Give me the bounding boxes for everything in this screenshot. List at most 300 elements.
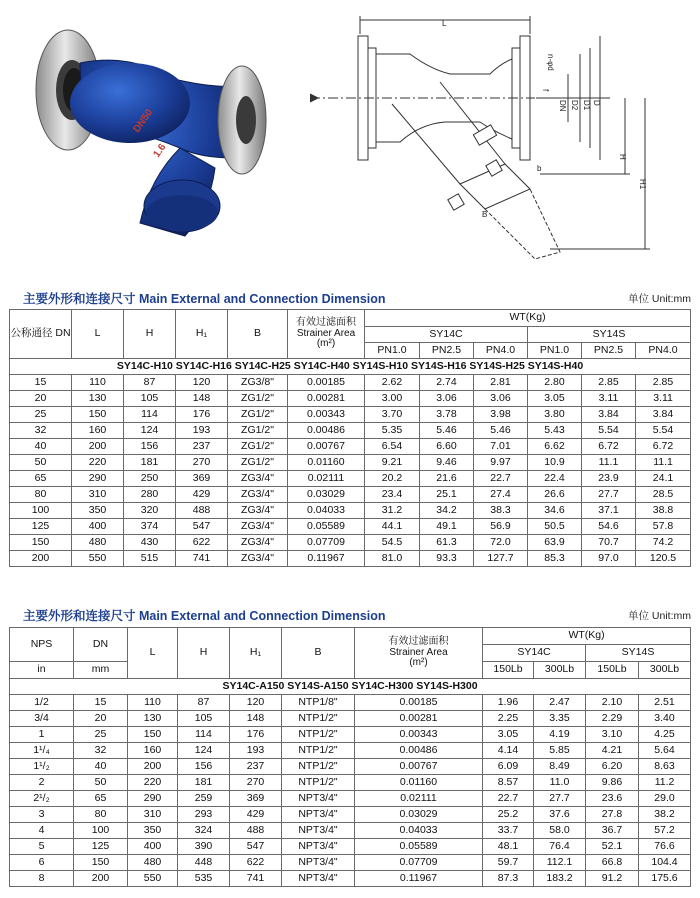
section1-title: 主要外形和连接尺寸 Main External and Connection Dimension [23,292,386,306]
table-cell: 97.0 [582,551,636,567]
table-cell: 2.47 [534,695,586,711]
table-cell: 81.0 [365,551,420,567]
table-cell: 25 [74,727,128,743]
table-cell: 741 [176,551,228,567]
table-row [10,727,691,743]
table-cell: 27.8 [586,807,639,823]
table-cell: 44.1 [365,519,420,535]
table-cell: NPT3/4" [282,807,355,823]
table-cell: 200 [10,551,72,567]
table-cell: 5.64 [639,743,691,759]
table-cell: 9.21 [365,455,420,471]
table-cell: 156 [124,439,176,455]
dim-label-dn: DN [558,100,567,112]
table-cell: 0.00486 [355,743,483,759]
table-cell: 20.2 [365,471,420,487]
table-cell: 100 [74,823,128,839]
table-cell: 127.7 [474,551,528,567]
header-wt: WT(Kg) [483,628,691,645]
table-cell: ZG3/4" [228,471,288,487]
table-cell: 350 [128,823,178,839]
table-cell: 6 [10,855,74,871]
table-cell: 0.02111 [355,791,483,807]
table-cell: 310 [128,807,178,823]
table-cell: 535 [178,871,230,887]
table-cell: ZG3/8" [228,375,288,391]
header-pn: PN4.0 [636,343,691,359]
table-cell: 85.3 [528,551,582,567]
table-cell: 280 [124,487,176,503]
table-cell: 34.2 [420,503,474,519]
table-cell: 6.62 [528,439,582,455]
header-b: B [228,310,288,359]
dim-label-f: f [541,89,550,92]
table-cell: 38.2 [639,807,691,823]
dimension-table-1 [9,309,691,567]
header-h: H [124,310,176,359]
table-row [10,807,691,823]
header-pn: PN1.0 [528,343,582,359]
table-cell: NTP1/2" [282,727,355,743]
table-cell: 124 [178,743,230,759]
header-h: H [178,628,230,679]
table-row [10,487,691,503]
table-cell: 1 [10,727,74,743]
strainer-area-unit: (m²) [316,338,336,350]
table-row [10,423,691,439]
table-cell: NTP1/2" [282,759,355,775]
header-wt: WT(Kg) [365,310,691,327]
header-pn: PN2.5 [420,343,474,359]
table-cell: ZG3/4" [228,535,288,551]
table-cell: 3.40 [639,711,691,727]
table-cell: 50 [10,455,72,471]
table-cell: 3.05 [483,727,534,743]
table-cell: 183.2 [534,871,586,887]
dimension-table-2 [9,627,691,887]
table-cell: 2 [10,775,74,791]
table-cell: 148 [230,711,282,727]
table-cell: 114 [124,407,176,423]
table-cell: 3.35 [534,711,586,727]
table-cell: NPT3/4" [282,823,355,839]
table-cell: 250 [124,471,176,487]
table-cell: 27.7 [582,487,636,503]
model-list: SY14C-H10 SY14C-H16 SY14C-H25 SY14C-H40 SY14S-H10 SY14S-H16 SY14S-H25 SY14S-H40 [10,359,691,375]
strainer-area-unit: (m²) [409,657,428,669]
table-row [10,823,691,839]
table-cell: 80 [74,807,128,823]
table-cell: 38.3 [474,503,528,519]
table-cell: 50.5 [528,519,582,535]
table-cell: 0.01160 [355,775,483,791]
table-cell: 4.25 [639,727,691,743]
header-sy14s: SY14S [586,645,691,662]
table-cell: 550 [128,871,178,887]
table-cell: 448 [178,855,230,871]
table-cell: 3.05 [528,391,582,407]
dim-label-h: H [618,154,627,160]
table-cell: 8.49 [534,759,586,775]
header-sy14s: SY14S [528,327,691,343]
table-cell: 350 [72,503,124,519]
table-cell: 3 [10,807,74,823]
table-cell: 622 [230,855,282,871]
table-cell: 25.1 [420,487,474,503]
table-cell: 105 [178,711,230,727]
section2-unit: 单位 Unit:mm [628,610,691,622]
header-class: 300Lb [534,662,586,679]
table-cell: 488 [230,823,282,839]
table-cell: 4.19 [534,727,586,743]
table-cell: 49.1 [420,519,474,535]
table-cell: NPT3/4" [282,871,355,887]
table-cell: 290 [72,471,124,487]
table-cell: 3.80 [528,407,582,423]
table-cell: 23.9 [582,471,636,487]
table-cell: 22.4 [528,471,582,487]
section1-unit: 单位 Unit:mm [628,293,691,305]
table-cell: 57.8 [636,519,691,535]
table-row [10,855,691,871]
table-cell: 0.02111 [288,471,365,487]
table-row [10,775,691,791]
table-cell: 1/2 [10,695,74,711]
table-row [10,391,691,407]
y-strainer-drawing [300,14,695,276]
table-cell: 56.9 [474,519,528,535]
table-cell: 3.10 [586,727,639,743]
table-cell: 2.80 [528,375,582,391]
dim-label-b: B [482,210,488,219]
table-cell: 72.0 [474,535,528,551]
table-cell: 3.84 [582,407,636,423]
table-cell: 160 [128,743,178,759]
table-cell: 0.11967 [355,871,483,887]
table-row [10,743,691,759]
table-cell: ZG1/2" [228,391,288,407]
strainer-area-cn: 有效过滤面积 [296,317,356,329]
table-cell: 220 [128,775,178,791]
photo-body-mark-size: DN50 [131,107,156,135]
header-class: 150Lb [483,662,534,679]
table-cell: 87.3 [483,871,534,887]
table-cell: 5.35 [365,423,420,439]
table-cell: 6.54 [365,439,420,455]
table-cell: 400 [72,519,124,535]
table-cell: 40 [74,759,128,775]
table-cell: 3.11 [636,391,691,407]
table-cell: 4 [10,823,74,839]
table-cell: 0.00185 [288,375,365,391]
table-cell: 50 [74,775,128,791]
table-cell: 9.97 [474,455,528,471]
table-cell: 3.11 [582,391,636,407]
table-cell: NTP1/8" [282,695,355,711]
table-cell: 33.7 [483,823,534,839]
table-cell: 0.04033 [355,823,483,839]
table-cell: ZG1/2" [228,407,288,423]
table-cell: 0.00281 [355,711,483,727]
header-nps-unit: in [10,662,74,679]
table-cell: 6.60 [420,439,474,455]
table-cell: 120 [230,695,282,711]
model-list: SY14C-A150 SY14S-A150 SY14C-H300 SY14S-H300 [10,679,691,695]
header-sy14c: SY14C [483,645,586,662]
table-cell: 547 [230,839,282,855]
table-cell: 2.74 [420,375,474,391]
table-row [10,439,691,455]
table-cell: 390 [178,839,230,855]
table-cell: 550 [72,551,124,567]
table-cell: 5.46 [420,423,474,439]
table-cell: 15 [74,695,128,711]
table-cell: 3.78 [420,407,474,423]
table-cell: 200 [72,439,124,455]
table-cell: 237 [176,439,228,455]
section2-header [23,606,691,622]
table-row [10,535,691,551]
table-row [10,375,691,391]
table-cell: 15 [10,375,72,391]
table-cell: 6.72 [582,439,636,455]
table-cell: 270 [176,455,228,471]
table-cell: 2.25 [483,711,534,727]
dim-label-d: D [592,100,601,106]
table-cell: 28.5 [636,487,691,503]
header-l: L [72,310,124,359]
table-cell: 37.1 [582,503,636,519]
table-cell: 22.7 [483,791,534,807]
table-cell: 1¹/₄ [10,743,74,759]
table-cell: 369 [230,791,282,807]
table-cell: 0.00343 [288,407,365,423]
table-cell: NPT3/4" [282,791,355,807]
table-cell: 36.7 [586,823,639,839]
table-cell: 0.03029 [288,487,365,503]
table-row [10,519,691,535]
table-cell: 100 [10,503,72,519]
dim-label-l: L [442,19,447,28]
table-cell: 9.86 [586,775,639,791]
header-dn-unit: mm [74,662,128,679]
header-l: L [128,628,178,679]
header-h1: H₁ [230,628,282,679]
dim-label-d2: D2 [570,100,579,111]
table-cell: 0.00767 [355,759,483,775]
table-cell: 6.72 [636,439,691,455]
table-row [10,839,691,855]
table-cell: 9.46 [420,455,474,471]
table-cell: 220 [72,455,124,471]
table-cell: 3.70 [365,407,420,423]
table-cell: 2¹/₂ [10,791,74,807]
header-pn: PN2.5 [582,343,636,359]
table-row [10,711,691,727]
table-cell: 11.2 [639,775,691,791]
table-row [10,471,691,487]
table-cell: 34.6 [528,503,582,519]
table-cell: 110 [72,375,124,391]
table-cell: 547 [176,519,228,535]
table-cell: NPT3/4" [282,839,355,855]
table-cell: 181 [178,775,230,791]
table-cell: 181 [124,455,176,471]
table-cell: 61.3 [420,535,474,551]
table-cell: 8.57 [483,775,534,791]
table-cell: 480 [128,855,178,871]
table-cell: 622 [176,535,228,551]
table-cell: 2.10 [586,695,639,711]
table-cell: 20 [10,391,72,407]
dim-label-d1: D1 [582,100,591,111]
table-cell: 70.7 [582,535,636,551]
header-pn: PN1.0 [365,343,420,359]
table-cell: ZG1/2" [228,439,288,455]
table-row [10,455,691,471]
table-cell: 20 [74,711,128,727]
table-cell: 76.4 [534,839,586,855]
table-cell: 0.00281 [288,391,365,407]
table-cell: 52.1 [586,839,639,855]
table-cell: 11.0 [534,775,586,791]
table-cell: 5.54 [582,423,636,439]
table-cell: 0.07709 [355,855,483,871]
table-cell: 200 [128,759,178,775]
photo-body-mark-pressure: 1.6 [151,142,169,160]
table-cell: 6.20 [586,759,639,775]
table-cell: 58.0 [534,823,586,839]
table-cell: 2.62 [365,375,420,391]
y-strainer-photo [10,8,272,240]
dim-label-b-small: b [537,164,542,173]
table-cell: 148 [176,391,228,407]
table-cell: 429 [230,807,282,823]
table-cell: NTP1/2" [282,775,355,791]
table-cell: 150 [128,727,178,743]
table-cell: 515 [124,551,176,567]
header-dn: 公称通径 DN [10,310,72,359]
table-cell: 32 [10,423,72,439]
header-h1: H₁ [176,310,228,359]
table-cell: 0.00343 [355,727,483,743]
table-cell: ZG3/4" [228,519,288,535]
header-dn: DN [74,628,128,662]
table-cell: 3/4 [10,711,74,727]
table-cell: 125 [74,839,128,855]
table-cell: 124 [124,423,176,439]
table-cell: 175.6 [639,871,691,887]
dim-label-h1: H1 [638,179,647,190]
table-cell: 5 [10,839,74,855]
table-cell: 3.98 [474,407,528,423]
table-cell: 5.43 [528,423,582,439]
table-cell: NPT3/4" [282,855,355,871]
table-cell: 3.06 [420,391,474,407]
table-cell: 31.2 [365,503,420,519]
table-cell: 290 [128,791,178,807]
table-cell: 23.4 [365,487,420,503]
table-cell: 25.2 [483,807,534,823]
table-cell: 369 [176,471,228,487]
table-row [10,407,691,423]
table-cell: 150 [10,535,72,551]
table-cell: 2.85 [582,375,636,391]
table-cell: 400 [128,839,178,855]
table-cell: 1.96 [483,695,534,711]
table-cell: 112.1 [534,855,586,871]
table-cell: 120 [176,375,228,391]
table-cell: 0.04033 [288,503,365,519]
table-cell: 320 [124,503,176,519]
table-cell: 8.63 [639,759,691,775]
table-cell: 29.0 [639,791,691,807]
table-cell: ZG1/2" [228,455,288,471]
strainer-area-en: Strainer Area [389,646,448,658]
table-cell: 87 [124,375,176,391]
header-nps: NPS [10,628,74,662]
table-cell: 91.2 [586,871,639,887]
table-cell: 5.46 [474,423,528,439]
table-cell: 74.2 [636,535,691,551]
table-cell: 0.03029 [355,807,483,823]
table-cell: 1¹/₂ [10,759,74,775]
table-cell: ZG3/4" [228,487,288,503]
table-cell: 259 [178,791,230,807]
table-cell: 23.6 [586,791,639,807]
table-cell: 104.4 [639,855,691,871]
table-cell: 114 [178,727,230,743]
table-cell: ZG3/4" [228,551,288,567]
table-cell: 5.54 [636,423,691,439]
header-sy14c: SY14C [365,327,528,343]
table-cell: 2.81 [474,375,528,391]
table-cell: 54.5 [365,535,420,551]
table-cell: 0.01160 [288,455,365,471]
table-cell: 11.1 [582,455,636,471]
header-strainer-area [288,310,365,359]
table-cell: 237 [230,759,282,775]
table-cell: 11.1 [636,455,691,471]
table-cell: 480 [72,535,124,551]
table-cell: 27.4 [474,487,528,503]
table-row [10,551,691,567]
table-cell: 193 [230,743,282,759]
section1-header [23,289,691,305]
header-strainer-area [355,628,483,679]
table-cell: ZG3/4" [228,503,288,519]
table-cell: 0.05589 [355,839,483,855]
header-pn: PN4.0 [474,343,528,359]
header-b: B [282,628,355,679]
table-cell: 4.21 [586,743,639,759]
table-cell: NTP1/2" [282,743,355,759]
table-cell: 25 [10,407,72,423]
table-cell: 125 [10,519,72,535]
table-cell: 80 [10,487,72,503]
table-cell: 5.85 [534,743,586,759]
table-cell: ZG1/2" [228,423,288,439]
table-cell: 430 [124,535,176,551]
table-cell: 120.5 [636,551,691,567]
table-cell: 3.06 [474,391,528,407]
table-cell: 176 [230,727,282,743]
header-class: 300Lb [639,662,691,679]
table-cell: 110 [128,695,178,711]
table-cell: 105 [124,391,176,407]
table-cell: 59.7 [483,855,534,871]
table-cell: 156 [178,759,230,775]
